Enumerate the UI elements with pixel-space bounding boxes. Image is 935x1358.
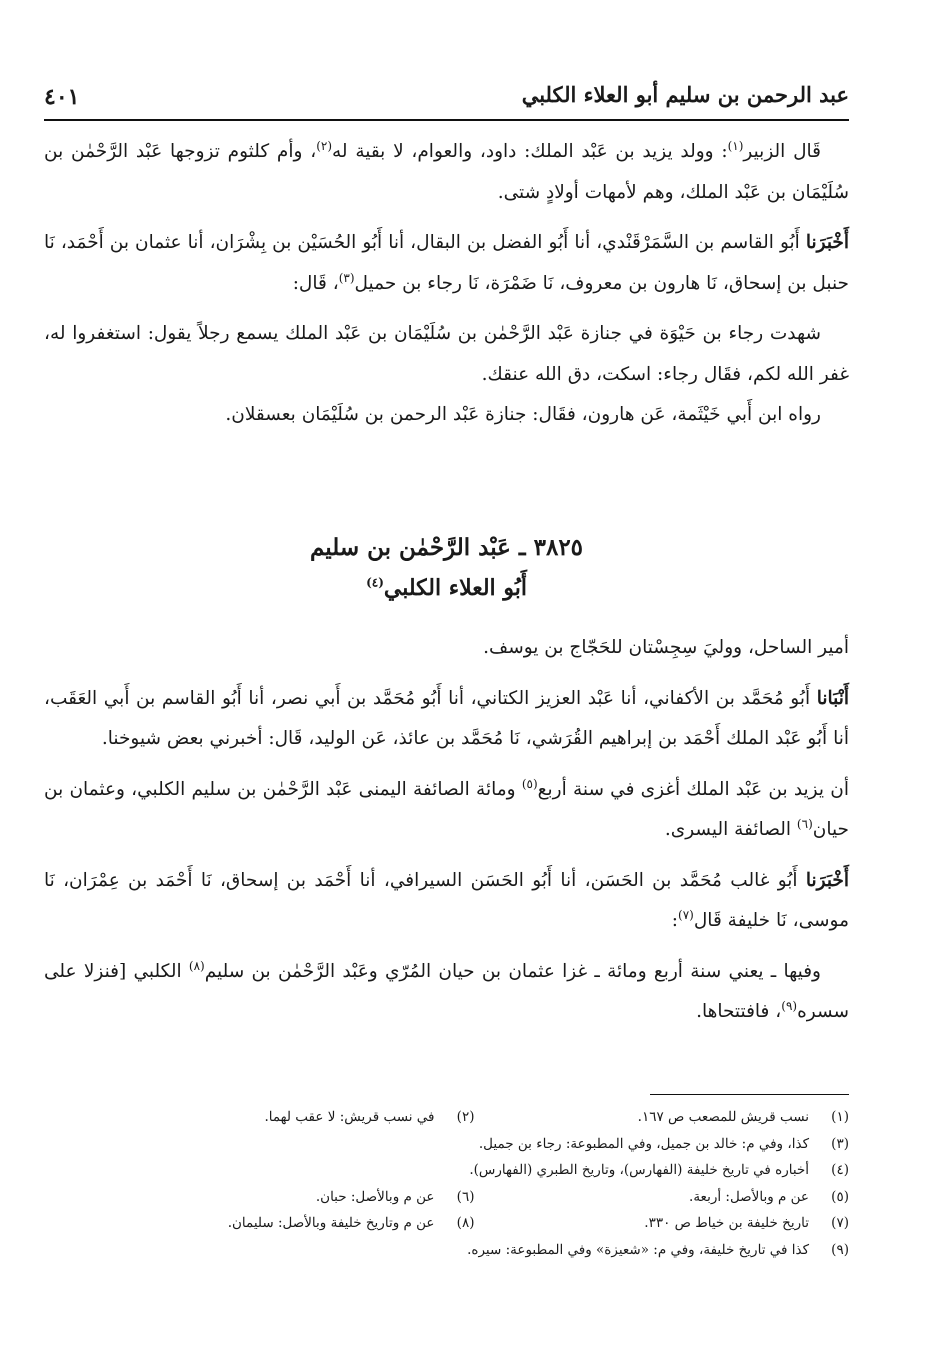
paragraph-isnad-3: أَخْبَرَنا أَبُو غالب مُحَمَّد بن الحَسَن، أنا أَبُو الحَسَن السيرافي، أنا أَحْمَد بن إسحاق، نَا أَحْمَد بن عِمْرَان، نَا موسى، نَا خليفة قَال$^{(٧)}$: [44, 869, 849, 931]
footnote-text: في نسب قريش: لا عقب لهما. [264, 1109, 435, 1125]
footnote-number: (٩) [831, 1241, 849, 1258]
footnotes [100, 1104, 849, 1263]
footnote-number: (٥) [831, 1188, 849, 1205]
footnote-number: (٨) [456, 1215, 475, 1231]
footnote-row [100, 1210, 849, 1237]
footnote-ref[interactable]: (٨) [188, 958, 205, 973]
body-text-bottom [44, 628, 849, 1033]
isnad-lead: أَخْبَرَنا [805, 869, 849, 891]
footnote-text: عن م وتاريخ خليفة وبالأصل: سليمان. [227, 1215, 435, 1231]
paragraph-isnad-2: أَنْبَانا أَبُو مُحَمَّد بن الأكفاني، أنا عَبْد العزيز الكتاني، أنا أَبُو مُحَمَّد بن أَبي نصر، أنا أَبُو القاسم بن أَبي العَقَب، أنا أَبُو عَبْد الملك أَحْمَد بن إبراهيم القُرَشي، نَا مُحَمَّد بن عائذ، عَن الوليد، قَال: أخبرني بعض شيوخنا. [44, 687, 849, 749]
entry-subtitle: أَبُو العلاء الكلبي$^{(٤)}$ [366, 575, 527, 601]
footnote-text: نسب قريش للمصعب ص ١٦٧. [637, 1109, 809, 1125]
footnote-row [100, 1157, 849, 1184]
footnote-row [100, 1104, 849, 1131]
footnote-text: كذا في تاريخ خليفة، وفي م: «شعيزة» وفي المطبوعة: سيره. [467, 1241, 809, 1258]
footnote-number: (٣) [831, 1135, 849, 1152]
isnad-lead: أَخْبَرَنا [805, 232, 849, 253]
footnote-text: عن م وبالأصل: حبان. [315, 1188, 435, 1205]
footnote-number: (٤) [831, 1162, 849, 1178]
paragraph-isnad-1: أَخْبَرَنا أَبُو القاسم بن السَّمَرْقَنْدي، أنا أَبُو الفضل بن البقال، أنا أَبُو الحُسَيْن بن بِشْرَان، أنا عثمان بن أَحْمَد، نَا حنبل بن إسحاق، نَا هارون بن معروف، نَا ضَمْرَة، نَا رجاء بن حميل$^{(٣)}$، قَال: [44, 232, 849, 294]
footnote-text: عن م وبالأصل: أربعة. [689, 1188, 809, 1205]
footnote-ref[interactable]: (٤) [366, 575, 384, 590]
footnote-number: (٢) [456, 1109, 475, 1125]
footnote-ref[interactable]: (٧) [678, 907, 694, 922]
paragraph-funeral: شهدت رجاء بن حَيْوَة في جنازة عَبْد الرَّحْمٰن بن سُلَيْمَان بن عَبْد الملك يسمع رجلاً يقول: استغفروا له، غفر الله لكم، فقَال رجاء: اسكت، دق الله عنقك. [44, 323, 849, 385]
footnote-number: (٦) [456, 1188, 475, 1205]
footnote-row [100, 1237, 849, 1264]
running-title: عبد الرحمن بن سليم أبو العلاء الكلبي [521, 82, 849, 107]
footnote-row [100, 1184, 849, 1211]
paragraph-amir: أمير الساحل، ووليَ سِجِسْتان للحَجّاج بن يوسف. [483, 637, 849, 658]
footnote-text: كذا، وفي م: خالد بن جميل، وفي المطبوعة: رجاء بن جميل. [478, 1135, 809, 1152]
footnote-row [100, 1131, 849, 1158]
footnote-number: (٧) [831, 1215, 849, 1231]
footnote-text: تاريخ خليفة بن خياط ص ٣٣٠. [644, 1215, 809, 1231]
footnote-number: (١) [831, 1109, 849, 1125]
footnote-text: أخباره في تاريخ خليفة (الفهارس)، وتاريخ الطبري (الفهارس). [469, 1162, 809, 1178]
footnote-ref[interactable]: (٩) [781, 998, 798, 1013]
footnote-ref[interactable]: (٢) [316, 138, 333, 153]
entry-heading [44, 528, 849, 608]
paragraph-zubayr: قَال الزبير$^{(١)}$: وولد يزيد بن عَبْد الملك: داود، والعوام، لا بقية له$^{(٢)}$، وأم كلثوم تزوجها عَبْد الرَّحْمٰن بن سُلَيْمَان بن عَبْد الملك، وهم لأمهات أولادٍ شتى. [44, 138, 849, 203]
footnote-ref[interactable]: (٥) [521, 776, 538, 791]
paragraph-riwaya: رواه ابن أَبي خَيْثَمة، عَن هارون، فقَال: جنازة عَبْد الرحمن بن سُلَيْمَان بعسقلان. [225, 404, 821, 425]
paragraph-campaign: أن يزيد بن عَبْد الملك أغزى في سنة أربع$^{(٥)}$ ومائة الصائفة اليمنى عَبْد الرَّحْمٰن بن سليم الكلبي، وعثمان بن حيان$^{(٦)}$ الصائفة اليسرى. [44, 776, 849, 840]
page-header [44, 76, 849, 116]
paragraph-year-104: وفيها ـ يعني سنة أربع ومائة ـ غزا عثمان بن حيان المُرّي وعَبْد الرَّحْمٰن بن سليم$^{(٨)}$ الكلبي [فنزلا على سسره$^{(٩)}$، فافتتحاها. [44, 958, 849, 1022]
page-number: ٤٠١ [44, 84, 80, 110]
footnote-ref[interactable]: (٣) [338, 270, 355, 285]
footnote-ref[interactable]: (٦) [796, 816, 813, 831]
isnad-lead: أَنْبَانا [816, 687, 849, 709]
header-rule [44, 119, 849, 121]
footnote-ref[interactable]: (١) [727, 138, 744, 153]
body-text-top [44, 132, 849, 436]
entry-title: ٣٨٢٥ ـ عَبْد الرَّحْمٰن بن سليم [309, 534, 584, 561]
footnote-rule [650, 1094, 849, 1095]
